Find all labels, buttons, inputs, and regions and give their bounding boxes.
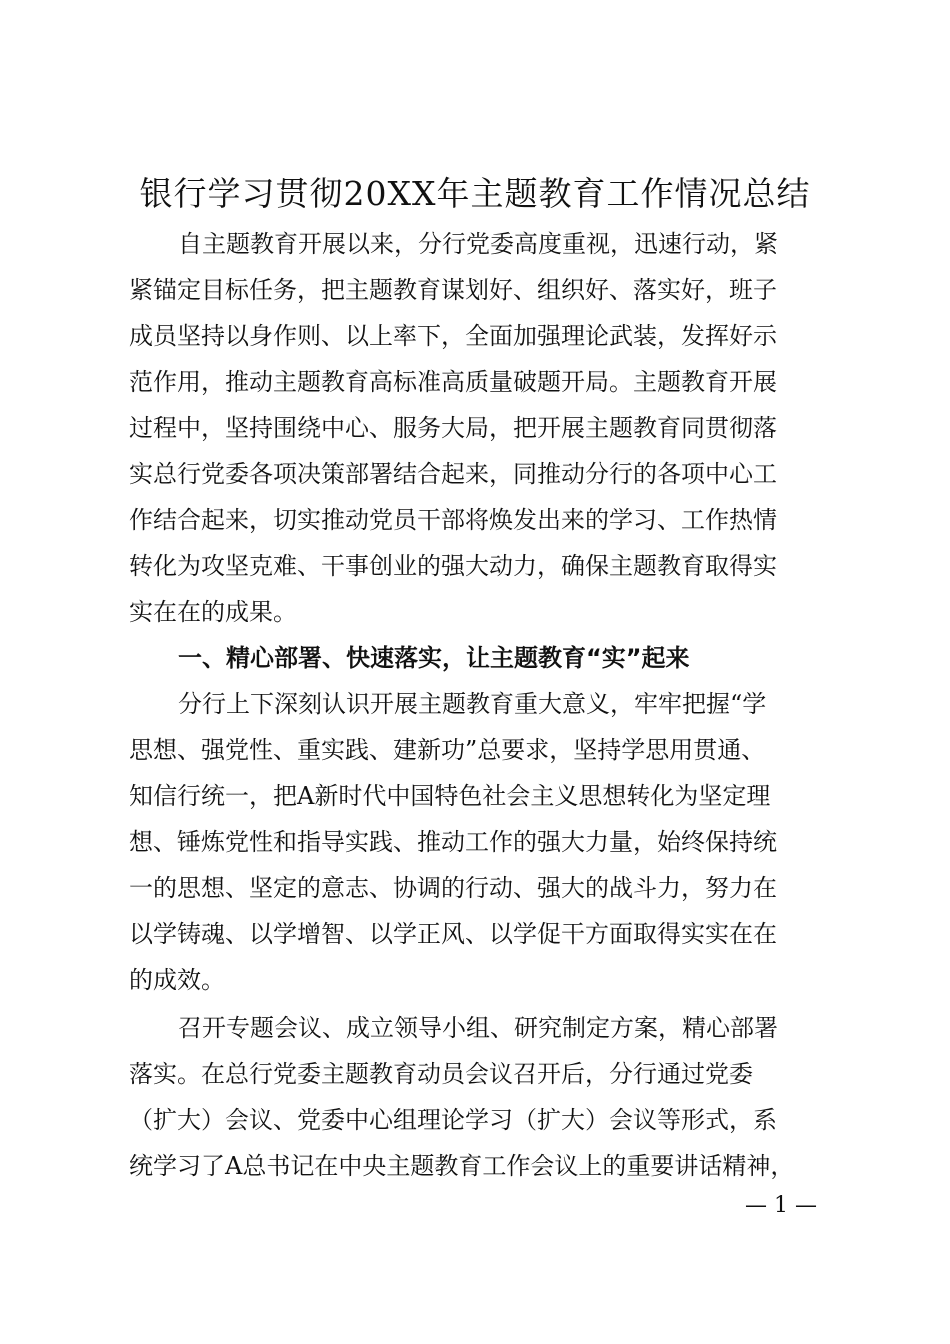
paragraph-line: 想、锤炼党性和指导实践、推动工作的强大力量，始终保持统: [129, 828, 777, 856]
paragraph-line: 一的思想、坚定的意志、协调的行动、强大的战斗力，努力在: [129, 874, 777, 902]
document-title: 银行学习贯彻20XX年主题教育工作情况总结: [139, 174, 811, 213]
paragraph-line: 的成效。: [129, 966, 225, 994]
paragraph-line: 落实。在总行党委主题教育动员会议召开后，分行通过党委: [129, 1060, 753, 1088]
paragraph-line: 紧锚定目标任务，把主题教育谋划好、组织好、落实好，班子: [129, 276, 777, 304]
paragraph-line: 分行上下深刻认识开展主题教育重大意义，牢牢把握“学: [178, 690, 767, 718]
paragraph-line: 实总行党委各项决策部署结合起来，同推动分行的各项中心工: [129, 460, 777, 488]
paragraph-line: 实在在的成果。: [129, 598, 297, 626]
paragraph-line: 过程中，坚持围绕中心、服务大局，把开展主题教育同贯彻落: [129, 414, 777, 442]
paragraph-line: 范作用，推动主题教育高标准高质量破题开局。主题教育开展: [129, 368, 777, 396]
page-number: — 1 —: [745, 1193, 817, 1218]
paragraph-line: 召开专题会议、成立领导小组、研究制定方案，精心部署: [178, 1014, 778, 1042]
section-heading: 一、精心部署、快速落实，让主题教育“实”起来: [178, 644, 690, 672]
paragraph-line: 自主题教育开展以来，分行党委高度重视，迅速行动，紧: [178, 230, 778, 258]
paragraph-line: 知信行统一，把A新时代中国特色社会主义思想转化为坚定理: [129, 782, 771, 810]
paragraph-line: 以学铸魂、以学增智、以学正风、以学促干方面取得实实在在: [129, 920, 777, 948]
paragraph-line: 转化为攻坚克难、干事创业的强大动力，确保主题教育取得实: [129, 552, 777, 580]
paragraph-line: 成员坚持以身作则、以上率下，全面加强理论武装，发挥好示: [129, 322, 777, 350]
paragraph-line: 作结合起来，切实推动党员干部将焕发出来的学习、工作热情: [129, 506, 777, 534]
paragraph-line: （扩大）会议、党委中心组理论学习（扩大）会议等形式，系: [129, 1106, 777, 1134]
paragraph-line: 思想、强党性、重实践、建新功”总要求，坚持学思用贯通、: [129, 736, 766, 764]
paragraph-line: 统学习了A总书记在中央主题教育工作会议上的重要讲话精神，: [129, 1152, 795, 1180]
